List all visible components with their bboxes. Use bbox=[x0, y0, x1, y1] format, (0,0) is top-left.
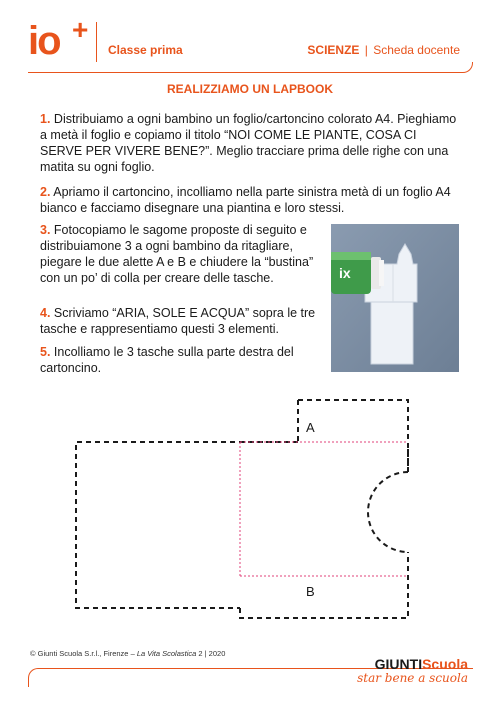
step-number: 4. bbox=[40, 306, 51, 320]
class-label: Classe prima bbox=[108, 43, 183, 57]
doc-type-label: Scheda docente bbox=[373, 43, 460, 57]
step-number: 5. bbox=[40, 345, 51, 359]
brand-name bbox=[357, 656, 468, 672]
glue-label: ix bbox=[339, 265, 351, 281]
header-divider bbox=[96, 22, 97, 62]
thumb-cut-outline bbox=[368, 472, 408, 552]
giunti-scuola-logo bbox=[357, 656, 468, 685]
flap-a-label: A bbox=[306, 420, 315, 435]
flap-b-label: B bbox=[306, 584, 315, 599]
step-5 bbox=[40, 344, 326, 376]
glue-stick-photo bbox=[331, 224, 459, 372]
step-text: Incolliamo le 3 tasche sulla parte destra del cartoncino. bbox=[40, 345, 294, 375]
header-rule bbox=[28, 62, 473, 73]
step-4 bbox=[40, 305, 326, 337]
step-number: 1. bbox=[40, 112, 51, 126]
top-flap-outline bbox=[298, 400, 408, 472]
brand-name-giunti: GIUNTI bbox=[374, 656, 423, 672]
step-number: 2. bbox=[40, 185, 51, 199]
pocket-template bbox=[0, 390, 500, 630]
step-text: Fotocopiamo le sagome proposte di seguito e distribuiamone 3 a ogni bambino da ritagliare, piegare le due alette A e B e chiudere la “bustina” con un po’ di colla per creare delle tasche. bbox=[40, 223, 314, 285]
io-plus-logo bbox=[28, 14, 89, 63]
step-text: Scriviamo “ARIA, SOLE E ACQUA” sopra le tre tasche e rappresentiamo questi 3 elementi. bbox=[40, 306, 316, 336]
header-subject bbox=[307, 43, 460, 57]
bottom-flap-outline bbox=[240, 552, 408, 618]
glue-stick-glue bbox=[379, 260, 384, 286]
footer-credit bbox=[30, 649, 225, 658]
footer-magazine: La Vita Scolastica bbox=[136, 649, 197, 658]
logo-plus-icon: + bbox=[72, 14, 89, 45]
subject-label: SCIENZE bbox=[307, 43, 360, 57]
brand-name-scuola: Scuola bbox=[422, 656, 468, 672]
page-header bbox=[0, 0, 500, 72]
brand-tagline: star bene a scuola bbox=[357, 671, 468, 685]
logo-text: io bbox=[28, 19, 60, 63]
step-number: 3. bbox=[40, 223, 51, 237]
back-panel-outline bbox=[76, 442, 298, 608]
page-title: REALIZZIAMO UN LAPBOOK bbox=[167, 82, 333, 96]
header-separator: | bbox=[364, 43, 368, 57]
step-1 bbox=[40, 111, 460, 175]
step-text: Apriamo il cartoncino, incolliamo nella parte sinistra metà di un foglio A4 bianco e facciamo disegnare una piantina e loro stessi. bbox=[40, 185, 451, 215]
footer-publisher: © Giunti Scuola S.r.l., Firenze – bbox=[30, 649, 137, 658]
step-3 bbox=[40, 222, 326, 286]
step-text: Distribuiamo a ogni bambino un foglio/cartoncino colorato A4. Pieghiamo a metà il foglio e copiamo il titolo “NOI COME LE PIANTE, COSA CI SERVE PER VIVERE BENE?”. Meglio tracciare prima delle righe con una matita su ogni foglio. bbox=[40, 112, 457, 174]
glue-stick-highlight bbox=[331, 252, 371, 260]
step-2 bbox=[40, 184, 460, 216]
footer-issue: 2 | 2020 bbox=[196, 649, 226, 658]
